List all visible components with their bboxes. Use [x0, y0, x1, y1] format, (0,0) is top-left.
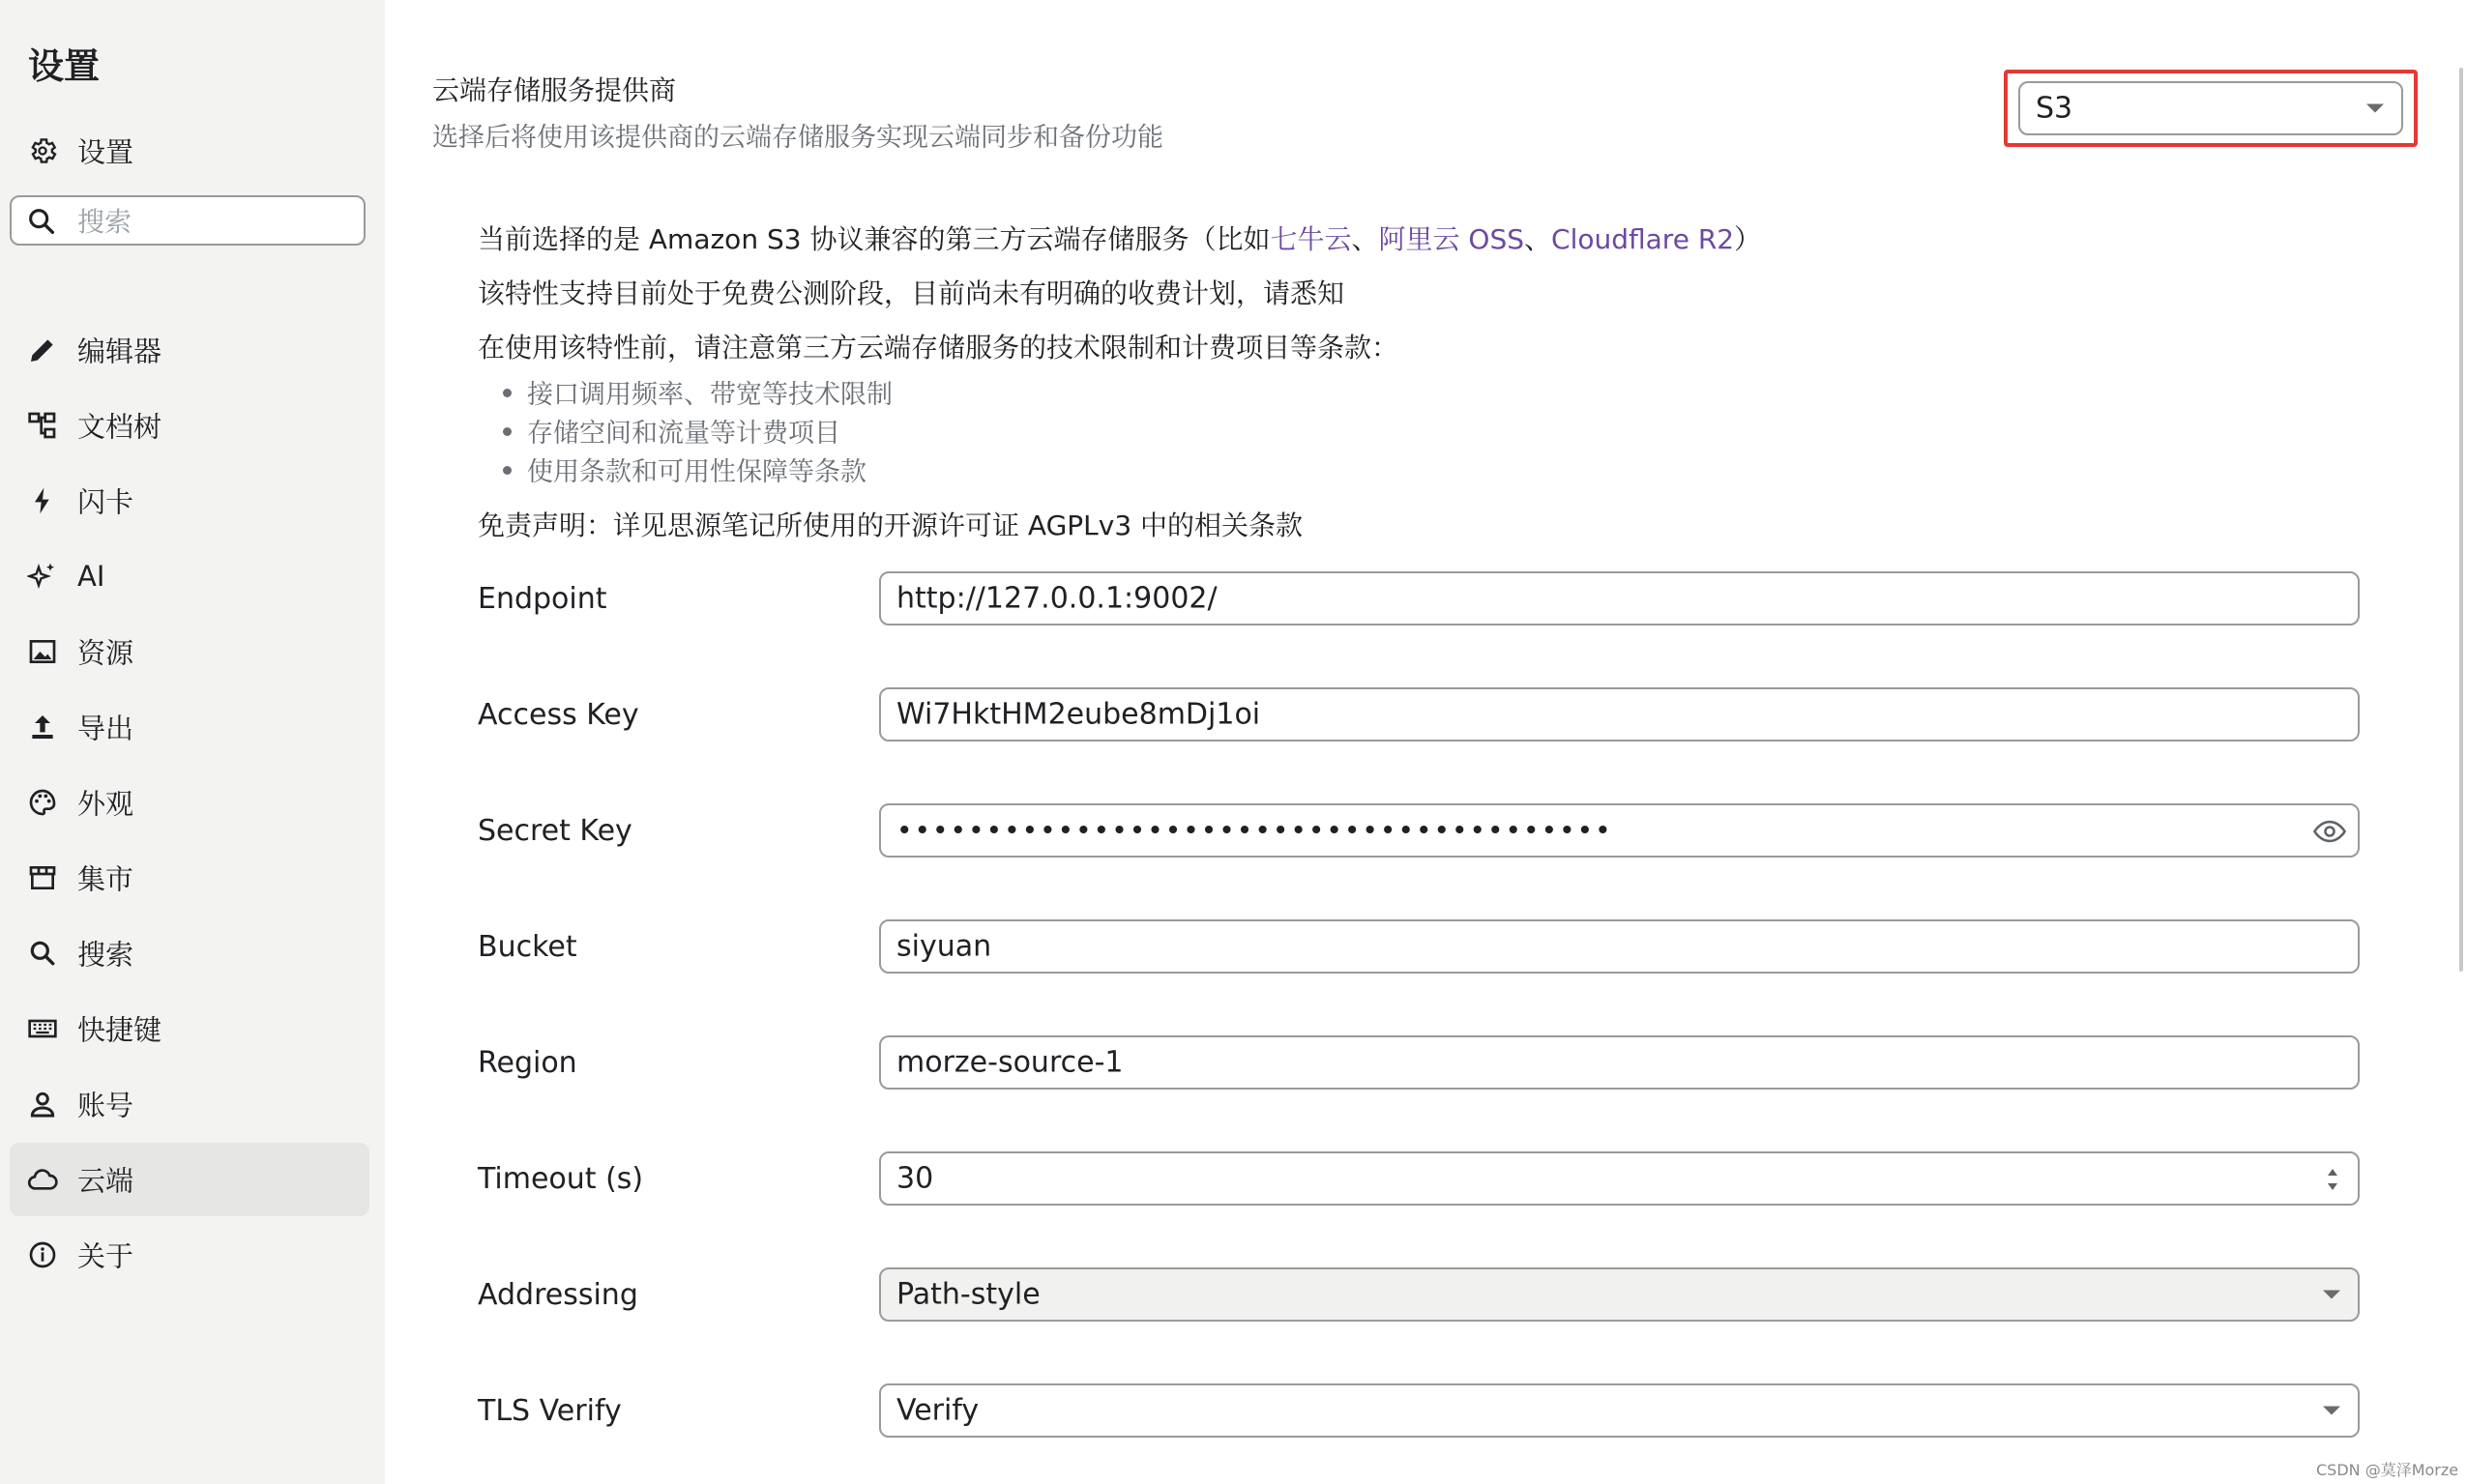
pencil-icon — [26, 334, 59, 366]
disclaimer: 免责声明：详见思源笔记所使用的开源许可证 AGPLv3 中的相关条款 — [478, 509, 1304, 541]
bullet-dot — [503, 389, 512, 397]
sidebar-item-label: 闪卡 — [77, 485, 134, 519]
link-qiniu[interactable]: 七牛云 — [1270, 223, 1352, 255]
sidebar-item-keymap[interactable] — [10, 992, 369, 1065]
access-key-field[interactable] — [879, 687, 2360, 742]
region-field[interactable] — [879, 1035, 2360, 1090]
region-value: morze-source-1 — [896, 1045, 1124, 1080]
sidebar-item-label: 文档树 — [77, 410, 162, 444]
tls-verify-label: TLS Verify — [478, 1394, 622, 1428]
sidebar-item-label: 搜索 — [77, 938, 134, 972]
provider-select[interactable] — [2018, 81, 2403, 135]
sidebar-item-label: 编辑器 — [77, 335, 162, 368]
sidebar-item-label: 快捷键 — [77, 1013, 162, 1047]
access-key-label: Access Key — [478, 698, 639, 732]
sidebar-item-label: 导出 — [77, 712, 134, 745]
user-icon — [26, 1088, 59, 1120]
bullet-dot — [503, 427, 512, 436]
watermark: CSDN @莫泽Morze — [2316, 1461, 2459, 1479]
access-key-value: Wi7HktHM2eube8mDj1oi — [896, 697, 1261, 732]
sidebar-item-label: 云端 — [77, 1164, 134, 1198]
sidebar-item-appearance[interactable] — [10, 766, 369, 839]
image-icon — [26, 635, 59, 668]
sidebar-item-filetree[interactable] — [10, 389, 369, 462]
info-icon — [26, 1238, 59, 1271]
sidebar — [0, 0, 385, 1484]
sidebar-item-label: 外观 — [77, 787, 134, 821]
info-text: 当前选择的是 Amazon S3 协议兼容的第三方云端存储服务（比如 — [478, 223, 1271, 255]
provider-title: 云端存储服务提供商 — [432, 74, 677, 106]
sidebar-item-cloud[interactable] — [10, 1143, 369, 1216]
sidebar-item-flashcard[interactable] — [10, 464, 369, 538]
bullet-dot — [503, 466, 512, 475]
tls-verify-value: Verify — [896, 1393, 980, 1428]
bullet-item — [503, 373, 893, 411]
bucket-value: siyuan — [896, 929, 992, 964]
keyboard-icon — [26, 1012, 59, 1045]
spinner-icon[interactable] — [2325, 1163, 2340, 1196]
sidebar-search[interactable] — [10, 195, 366, 246]
info-line-1 — [478, 218, 1761, 257]
bullet-text: 接口调用频率、带宽等技术限制 — [527, 380, 893, 410]
sidebar-item-ai[interactable] — [10, 539, 369, 613]
separator: 、 — [1351, 223, 1379, 255]
bullet-text: 存储空间和流量等计费项目 — [527, 419, 840, 449]
sidebar-item-label: 设置 — [77, 135, 134, 169]
gear-icon — [26, 134, 59, 167]
info-line-2: 该特性支持目前处于免费公测阶段，目前尚未有明确的收费计划，请悉知 — [478, 277, 1345, 309]
search-input[interactable] — [75, 203, 350, 240]
chevron-down-icon — [2366, 104, 2384, 113]
sidebar-item-label: 集市 — [77, 862, 134, 896]
chevron-down-icon — [2323, 1407, 2340, 1415]
sidebar-title: 设置 — [28, 45, 100, 87]
sidebar-item-account[interactable] — [10, 1067, 369, 1141]
store-icon — [26, 861, 59, 894]
sidebar-item-export[interactable] — [10, 690, 369, 764]
provider-select-value: S3 — [2036, 91, 2073, 126]
search-icon — [25, 205, 58, 238]
sidebar-item-label: 关于 — [77, 1239, 134, 1273]
addressing-select[interactable] — [879, 1267, 2360, 1322]
tls-verify-select[interactable] — [879, 1383, 2360, 1438]
timeout-label: Timeout (s) — [478, 1162, 644, 1196]
bullet-text: 使用条款和可用性保障等条款 — [527, 457, 866, 487]
secret-key-value: •••••••••••••••••••••••••••••••••••••••• — [896, 814, 1613, 847]
secret-key-field[interactable] — [879, 803, 2360, 858]
timeout-value: 30 — [896, 1161, 934, 1196]
bullet-item — [503, 412, 840, 450]
eye-icon[interactable] — [2313, 817, 2346, 846]
sidebar-item-label: 资源 — [77, 636, 134, 670]
endpoint-field[interactable] — [879, 571, 2360, 626]
chevron-down-icon — [2323, 1291, 2340, 1299]
sidebar-item-label: AI — [77, 560, 105, 593]
endpoint-label: Endpoint — [478, 582, 607, 616]
sidebar-item-assets[interactable] — [10, 615, 369, 688]
addressing-value: Path-style — [896, 1277, 1041, 1312]
cloud-icon — [26, 1163, 59, 1196]
region-label: Region — [478, 1046, 577, 1080]
timeout-stepper[interactable] — [879, 1151, 2360, 1206]
provider-description: 选择后将使用该提供商的云端存储服务实现云端同步和备份功能 — [432, 123, 1163, 153]
sidebar-item-label: 账号 — [77, 1089, 134, 1122]
secret-key-label: Secret Key — [478, 814, 632, 848]
palette-icon — [26, 786, 59, 819]
search-icon — [26, 937, 59, 970]
bullet-item — [503, 451, 866, 488]
separator: 、 — [1524, 223, 1552, 255]
sidebar-item-search[interactable] — [10, 917, 369, 990]
info-line-3: 在使用该特性前，请注意第三方云端存储服务的技术限制和计费项目等条款： — [478, 332, 1399, 364]
link-cloudflare-r2[interactable]: Cloudflare R2 — [1551, 223, 1735, 255]
sidebar-item-settings[interactable] — [10, 114, 369, 188]
sidebar-item-bazaar[interactable] — [10, 841, 369, 915]
info-text: ） — [1734, 223, 1762, 255]
sparkle-icon — [26, 560, 59, 593]
lightning-icon — [26, 484, 59, 517]
sidebar-item-editor[interactable] — [10, 313, 369, 387]
endpoint-value: http://127.0.0.1:9002/ — [896, 581, 1218, 616]
sidebar-item-about[interactable] — [10, 1218, 369, 1292]
link-aliyun-oss[interactable]: 阿里云 OSS — [1378, 223, 1524, 255]
upload-icon — [26, 711, 59, 743]
scrollbar-thumb[interactable] — [2459, 68, 2463, 972]
addressing-label: Addressing — [478, 1278, 638, 1312]
bucket-label: Bucket — [478, 930, 577, 964]
tree-icon — [26, 409, 59, 442]
bucket-field[interactable] — [879, 919, 2360, 974]
